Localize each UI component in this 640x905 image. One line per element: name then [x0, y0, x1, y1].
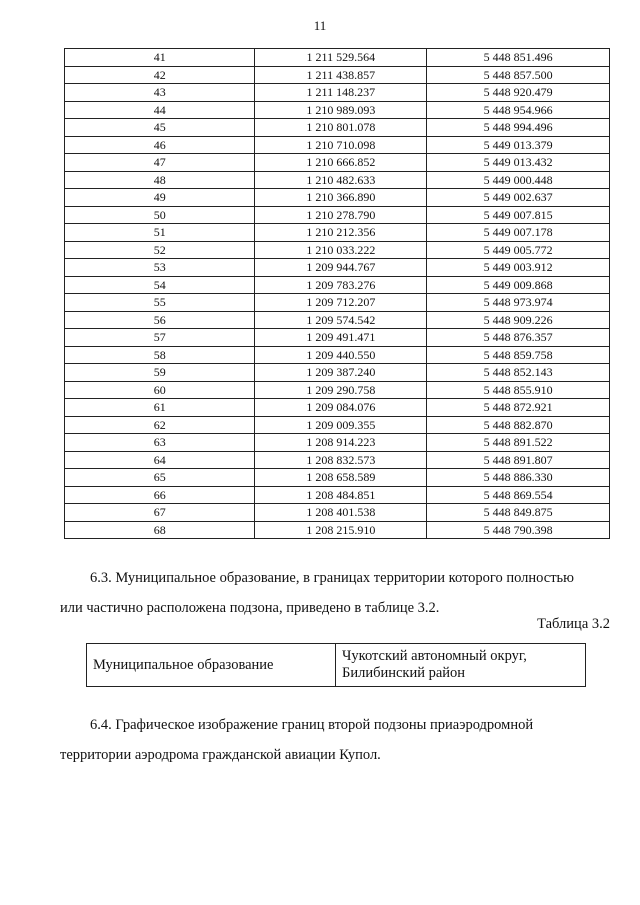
- point-number-cell: 51: [65, 224, 255, 242]
- coord-x-cell: 1 209 574.542: [255, 311, 427, 329]
- table-row: [65, 136, 610, 154]
- point-number-cell: 47: [65, 154, 255, 172]
- coord-x-cell: 1 208 832.573: [255, 451, 427, 469]
- table-row: [65, 294, 610, 312]
- municipality-value-line-2: Билибинский район: [342, 665, 466, 681]
- table-row: [65, 241, 610, 259]
- coord-y-cell: 5 448 882.870: [427, 416, 610, 434]
- municipality-value: [336, 644, 586, 687]
- coord-y-cell: 5 448 891.807: [427, 451, 610, 469]
- municipality-value-line-1: Чукотский автономный округ,: [342, 648, 527, 664]
- coord-y-cell: 5 449 000.448: [427, 171, 610, 189]
- point-number-cell: 46: [65, 136, 255, 154]
- coord-y-cell: 5 448 909.226: [427, 311, 610, 329]
- table-3-2-caption: Таблица 3.2: [537, 616, 610, 632]
- point-number-cell: 50: [65, 206, 255, 224]
- municipality-row: [87, 644, 586, 687]
- coord-x-cell: 1 208 484.851: [255, 486, 427, 504]
- section-6-3-paragraph: [60, 563, 610, 623]
- section-6-4-paragraph: [60, 710, 610, 770]
- point-number-cell: 65: [65, 469, 255, 487]
- point-number-cell: 52: [65, 241, 255, 259]
- coord-y-cell: 5 448 954.966: [427, 101, 610, 119]
- coord-x-cell: 1 210 278.790: [255, 206, 427, 224]
- table-row: [65, 119, 610, 137]
- coord-x-cell: 1 208 215.910: [255, 521, 427, 539]
- section-6-4-line-2: территории аэродрома гражданской авиации Купол.: [60, 747, 381, 763]
- point-number-cell: 66: [65, 486, 255, 504]
- coord-x-cell: 1 210 801.078: [255, 119, 427, 137]
- coord-y-cell: 5 449 003.912: [427, 259, 610, 277]
- table-row: [65, 49, 610, 67]
- point-number-cell: 64: [65, 451, 255, 469]
- coord-x-cell: 1 209 712.207: [255, 294, 427, 312]
- table-row: [65, 381, 610, 399]
- coord-x-cell: 1 210 366.890: [255, 189, 427, 207]
- coord-y-cell: 5 448 994.496: [427, 119, 610, 137]
- point-number-cell: 61: [65, 399, 255, 417]
- coord-x-cell: 1 210 710.098: [255, 136, 427, 154]
- point-number-cell: 41: [65, 49, 255, 67]
- point-number-cell: 55: [65, 294, 255, 312]
- coord-y-cell: 5 449 005.772: [427, 241, 610, 259]
- table-row: [65, 171, 610, 189]
- coord-x-cell: 1 210 989.093: [255, 101, 427, 119]
- coord-x-cell: 1 210 482.633: [255, 171, 427, 189]
- coord-x-cell: 1 210 033.222: [255, 241, 427, 259]
- point-number-cell: 68: [65, 521, 255, 539]
- coord-y-cell: 5 449 007.815: [427, 206, 610, 224]
- municipality-table: [86, 643, 586, 687]
- page-number: 11: [313, 18, 327, 33]
- coordinates-table-body: [65, 49, 610, 539]
- section-6-3-line-1: 6.3. Муниципальное образование, в границах территории которого полностью: [90, 570, 575, 586]
- coord-y-cell: 5 449 013.379: [427, 136, 610, 154]
- section-6-3-line-2: или частично расположена подзона, приведено в таблице 3.2.: [60, 600, 440, 616]
- coord-x-cell: 1 211 148.237: [255, 84, 427, 102]
- table-row: [65, 224, 610, 242]
- coord-x-cell: 1 208 658.589: [255, 469, 427, 487]
- point-number-cell: 60: [65, 381, 255, 399]
- point-number-cell: 57: [65, 329, 255, 347]
- coord-y-cell: 5 448 851.496: [427, 49, 610, 67]
- coord-x-cell: 1 211 438.857: [255, 66, 427, 84]
- table-row: [65, 399, 610, 417]
- point-number-cell: 54: [65, 276, 255, 294]
- coord-x-cell: 1 209 944.767: [255, 259, 427, 277]
- point-number-cell: 58: [65, 346, 255, 364]
- point-number-cell: 45: [65, 119, 255, 137]
- coord-y-cell: 5 448 855.910: [427, 381, 610, 399]
- coord-x-cell: 1 210 212.356: [255, 224, 427, 242]
- table-row: [65, 154, 610, 172]
- coord-x-cell: 1 208 401.538: [255, 504, 427, 522]
- point-number-cell: 49: [65, 189, 255, 207]
- coord-y-cell: 5 448 891.522: [427, 434, 610, 452]
- point-number-cell: 56: [65, 311, 255, 329]
- coord-x-cell: 1 211 529.564: [255, 49, 427, 67]
- table-row: [65, 84, 610, 102]
- table-row: [65, 311, 610, 329]
- table-row: [65, 66, 610, 84]
- point-number-cell: 59: [65, 364, 255, 382]
- coord-y-cell: 5 448 790.398: [427, 521, 610, 539]
- point-number-cell: 63: [65, 434, 255, 452]
- point-number-cell: 44: [65, 101, 255, 119]
- table-row: [65, 469, 610, 487]
- coord-y-cell: 5 448 872.921: [427, 399, 610, 417]
- table-row: [65, 504, 610, 522]
- table-row: [65, 329, 610, 347]
- point-number-cell: 42: [65, 66, 255, 84]
- coord-x-cell: 1 209 440.550: [255, 346, 427, 364]
- table-row: [65, 451, 610, 469]
- coord-x-cell: 1 209 290.758: [255, 381, 427, 399]
- table-row: [65, 189, 610, 207]
- point-number-cell: 62: [65, 416, 255, 434]
- coord-y-cell: 5 448 886.330: [427, 469, 610, 487]
- table-row: [65, 364, 610, 382]
- coord-y-cell: 5 449 013.432: [427, 154, 610, 172]
- municipality-label: Муниципальное образование: [87, 644, 336, 687]
- coord-y-cell: 5 448 859.758: [427, 346, 610, 364]
- coord-y-cell: 5 449 009.868: [427, 276, 610, 294]
- coord-x-cell: 1 209 009.355: [255, 416, 427, 434]
- point-number-cell: 43: [65, 84, 255, 102]
- coord-y-cell: 5 449 002.637: [427, 189, 610, 207]
- coord-y-cell: 5 448 852.143: [427, 364, 610, 382]
- coordinates-table: [64, 48, 610, 539]
- table-row: [65, 101, 610, 119]
- coord-x-cell: 1 209 783.276: [255, 276, 427, 294]
- coord-x-cell: 1 209 387.240: [255, 364, 427, 382]
- coord-y-cell: 5 448 920.479: [427, 84, 610, 102]
- table-row: [65, 259, 610, 277]
- section-6-4-line-1: 6.4. Графическое изображение границ второй подзоны приаэродромной: [90, 717, 534, 733]
- coord-x-cell: 1 209 491.471: [255, 329, 427, 347]
- point-number-cell: 48: [65, 171, 255, 189]
- coord-y-cell: 5 448 876.357: [427, 329, 610, 347]
- table-row: [65, 346, 610, 364]
- table-row: [65, 276, 610, 294]
- coord-x-cell: 1 210 666.852: [255, 154, 427, 172]
- table-row: [65, 434, 610, 452]
- coord-y-cell: 5 448 869.554: [427, 486, 610, 504]
- coord-y-cell: 5 449 007.178: [427, 224, 610, 242]
- coord-x-cell: 1 209 084.076: [255, 399, 427, 417]
- coord-y-cell: 5 448 973.974: [427, 294, 610, 312]
- point-number-cell: 53: [65, 259, 255, 277]
- coord-x-cell: 1 208 914.223: [255, 434, 427, 452]
- table-row: [65, 206, 610, 224]
- table-row: [65, 486, 610, 504]
- point-number-cell: 67: [65, 504, 255, 522]
- coord-y-cell: 5 448 857.500: [427, 66, 610, 84]
- table-row: [65, 521, 610, 539]
- table-row: [65, 416, 610, 434]
- coord-y-cell: 5 448 849.875: [427, 504, 610, 522]
